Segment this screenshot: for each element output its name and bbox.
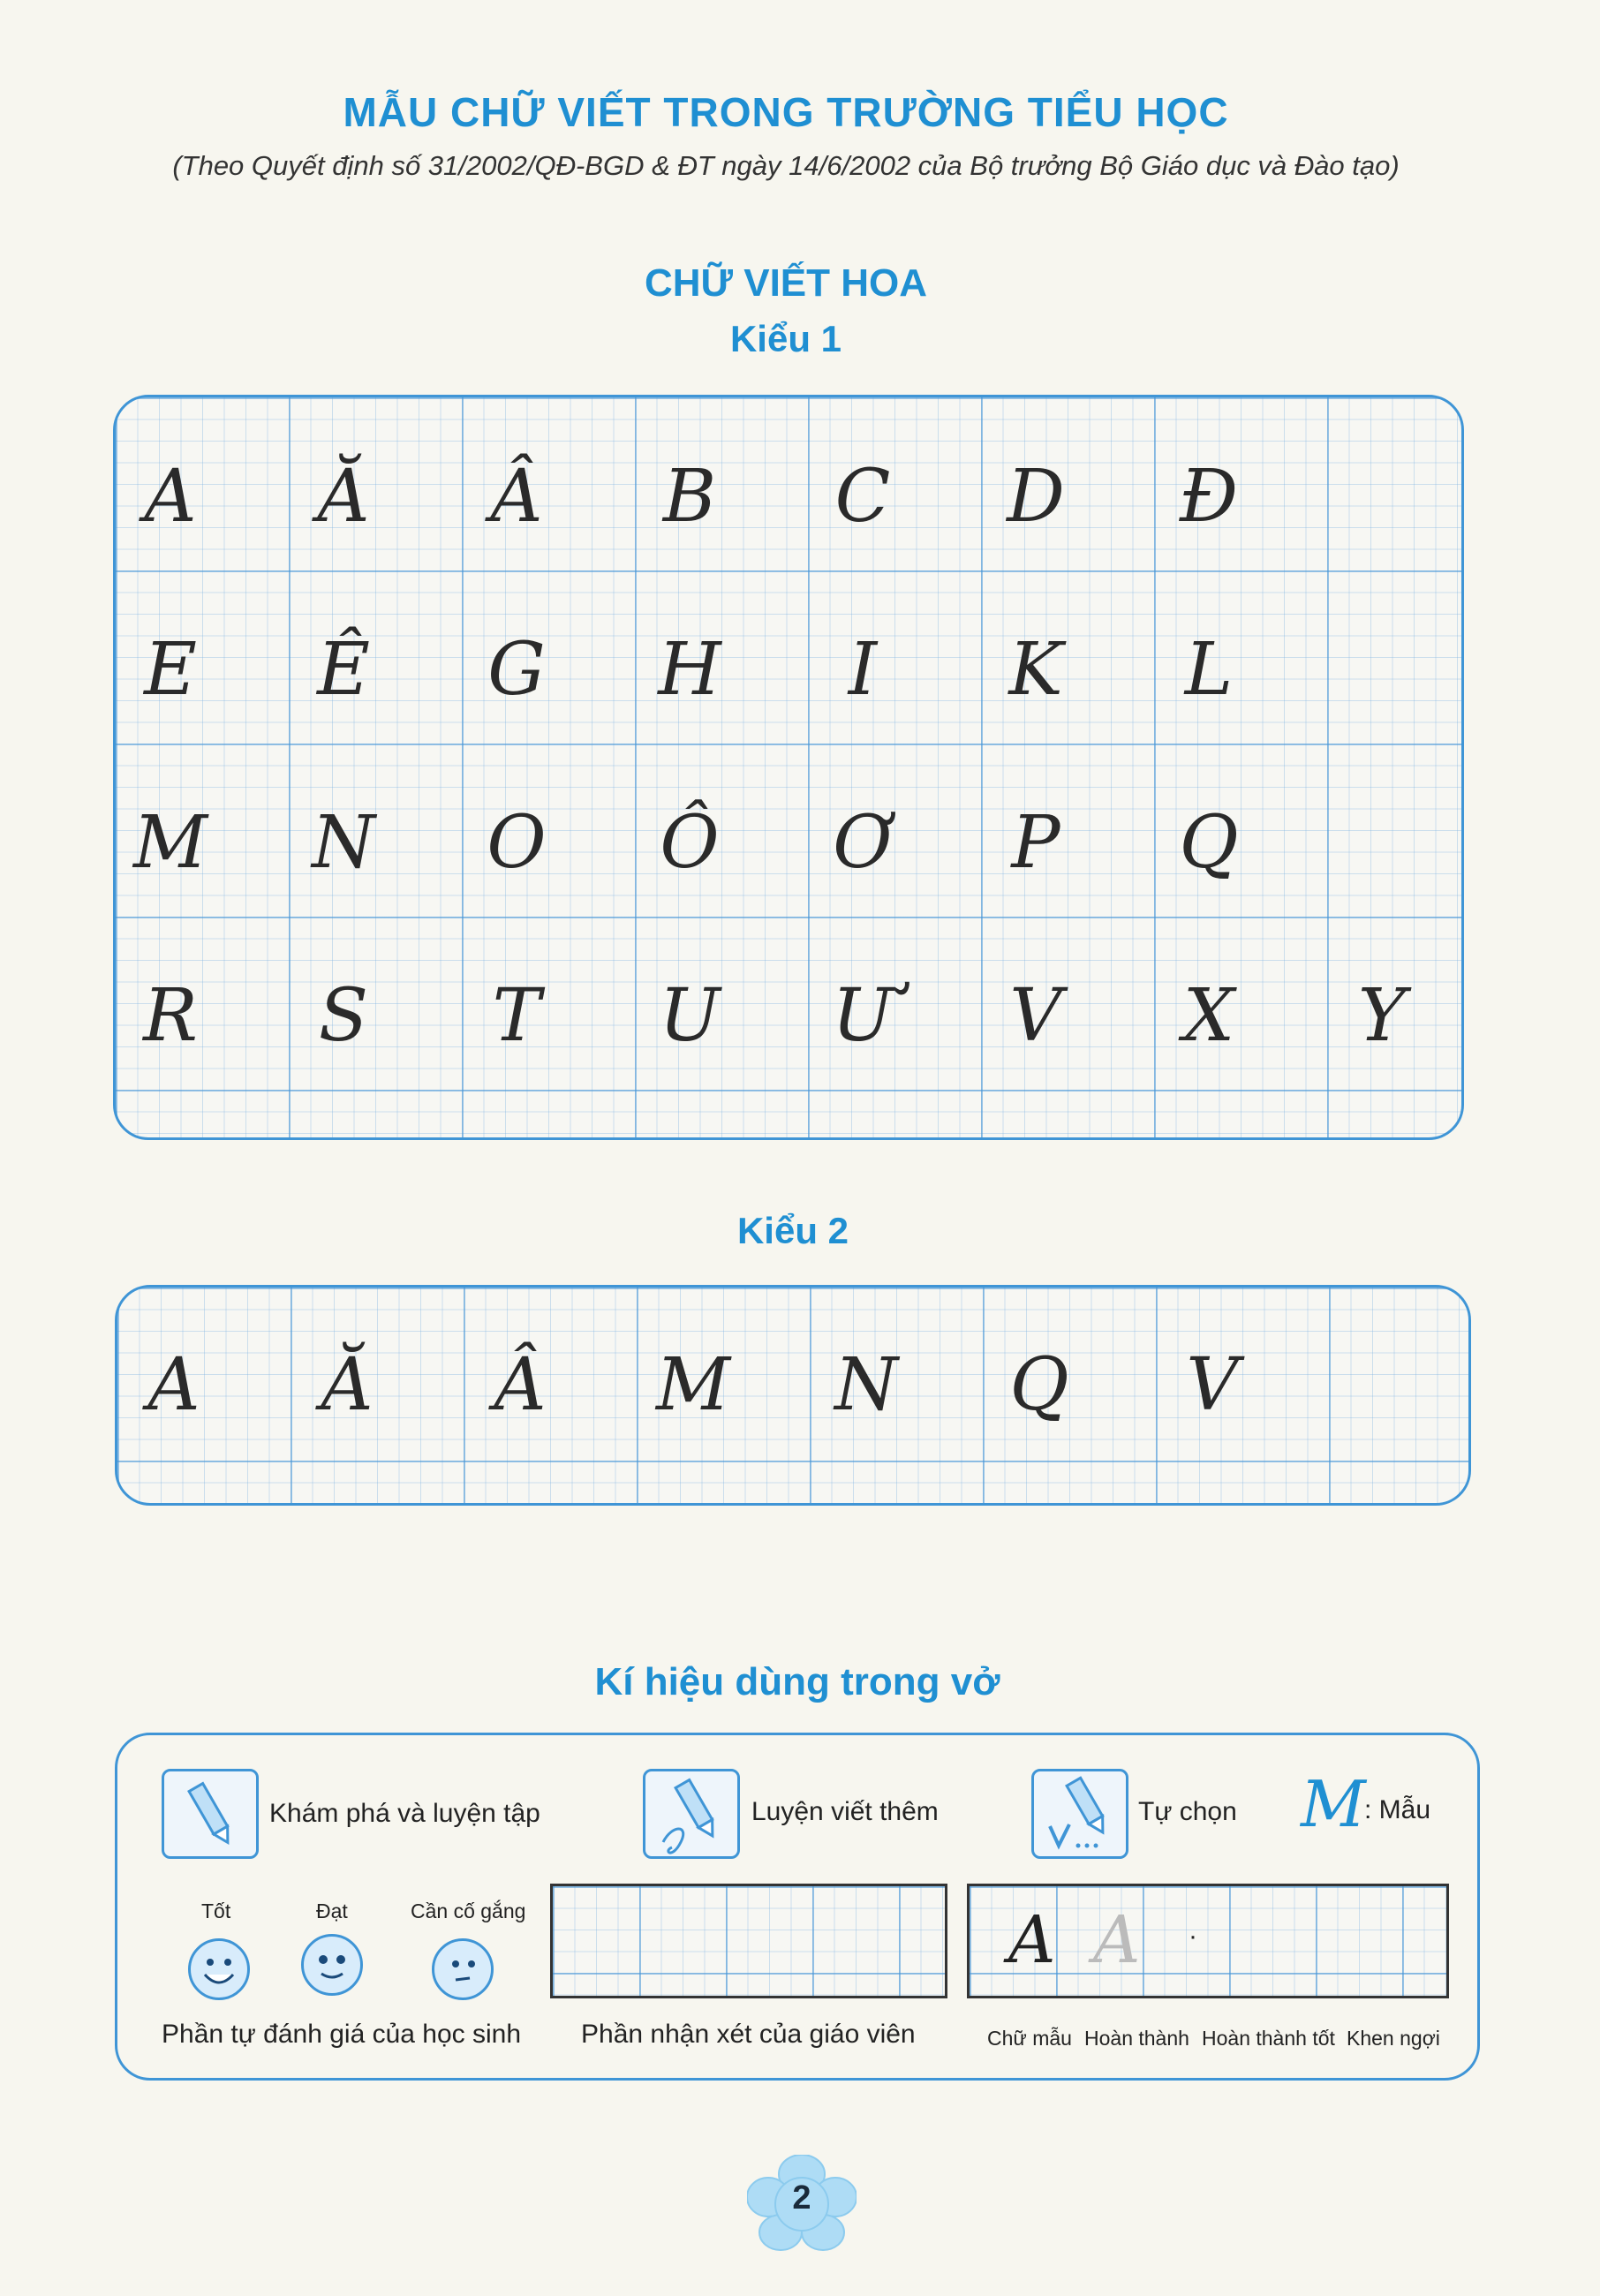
demo-dot: · (1189, 1922, 1197, 1951)
uppercase-letter: L (1184, 628, 1234, 712)
uppercase-letter: T (492, 974, 541, 1058)
uppercase-letter: I (848, 628, 878, 712)
uppercase-letter: P (1011, 801, 1060, 885)
uppercase-letter: K (1008, 628, 1063, 712)
uppercase-letter: Ô (660, 801, 720, 885)
pencil-icon (162, 1769, 259, 1859)
uppercase-letter: A (144, 455, 197, 539)
demo-letter-sample: A (1008, 1902, 1056, 1978)
grading-label-complete-well: Hoàn thành tốt (1202, 2027, 1335, 2050)
uppercase-letter-style2: V (1186, 1343, 1239, 1427)
uppercase-letter: E (144, 628, 197, 712)
legend-item-optional: Tự chọn (1138, 1797, 1237, 1826)
wink-face-icon (301, 1934, 363, 1996)
uppercase-letter: C (834, 455, 891, 539)
legend-item-explore: Khám phá và luyện tập (269, 1799, 540, 1828)
grading-label-complete: Hoàn thành (1084, 2027, 1189, 2050)
legend-panel (115, 1733, 1480, 2081)
sample-letter: M (1301, 1767, 1366, 1841)
uppercase-letter: D (1007, 455, 1065, 539)
uppercase-letter: B (662, 455, 717, 539)
uppercase-letter: Ă (317, 455, 370, 539)
uppercase-grid-style2 (115, 1285, 1471, 1506)
page-number: 2 (792, 2179, 811, 2217)
page-title: MẪU CHỮ VIẾT TRONG TRƯỜNG TIỂU HỌC (343, 89, 1229, 135)
face-label-good: Tốt (201, 1899, 231, 1922)
uppercase-letter: M (133, 801, 208, 885)
style2-label: Kiểu 2 (736, 1210, 849, 1251)
uppercase-letter: Q (1179, 801, 1239, 885)
face-label-try: Cần cố gắng (411, 1899, 526, 1922)
uppercase-letter: X (1182, 974, 1235, 1058)
uppercase-letter-style2: A (147, 1343, 200, 1427)
uppercase-letter: Y (1357, 974, 1407, 1058)
thinking-face-icon (432, 1938, 494, 2000)
teacher-comment-grid (550, 1884, 947, 1998)
smile-face-icon (188, 1938, 250, 2000)
uppercase-letter: R (143, 974, 198, 1058)
legend-heading: Kí hiệu dùng trong vở (594, 1660, 1000, 1703)
uppercase-letter: Ê (317, 628, 370, 712)
uppercase-letter: N (312, 801, 375, 885)
uppercase-letter-style2: Â (494, 1343, 547, 1427)
uppercase-letter-style2: N (834, 1343, 898, 1427)
self-assess-label: Phần tự đánh giá của học sinh (162, 2020, 522, 2049)
uppercase-letter: Ơ (833, 801, 893, 885)
section-heading: CHỮ VIẾT HOA (644, 261, 928, 305)
pencil-curve-icon (643, 1769, 740, 1859)
grading-demo-grid (967, 1884, 1449, 1998)
uppercase-letter: Đ (1179, 455, 1239, 539)
uppercase-letter: S (318, 974, 369, 1058)
uppercase-letter: G (487, 628, 546, 712)
uppercase-letter: U (659, 974, 721, 1058)
grading-label-sample: Chữ mẫu (987, 2027, 1072, 2050)
uppercase-letter-style2: Ă (321, 1343, 374, 1427)
uppercase-letter: V (1009, 974, 1062, 1058)
demo-letter-traced: A (1093, 1902, 1141, 1978)
face-label-pass: Đạt (316, 1899, 348, 1922)
uppercase-letter: Ư (832, 974, 894, 1058)
uppercase-letter-style2: M (656, 1343, 730, 1427)
legend-item-extra-practice: Luyện viết thêm (751, 1797, 939, 1826)
uppercase-letter: Â (490, 455, 543, 539)
uppercase-letter-style2: Q (1009, 1343, 1069, 1427)
teacher-comment-label: Phần nhận xét của giáo viên (581, 2020, 916, 2049)
uppercase-grid-style1 (113, 395, 1464, 1140)
uppercase-letter: H (658, 628, 721, 712)
uppercase-letter: O (487, 801, 547, 885)
grading-label-praise: Khen ngợi (1347, 2027, 1440, 2050)
style1-label: Kiểu 1 (729, 318, 842, 359)
sample-label: : Mẫu (1364, 1795, 1431, 1824)
page-subtitle: (Theo Quyết định số 31/2002/QĐ-BGD & ĐT ngày 14/6/2002 của Bộ trưởng Bộ Giáo dục và Đào tạo) (172, 150, 1400, 181)
pencil-check-icon (1031, 1769, 1128, 1859)
